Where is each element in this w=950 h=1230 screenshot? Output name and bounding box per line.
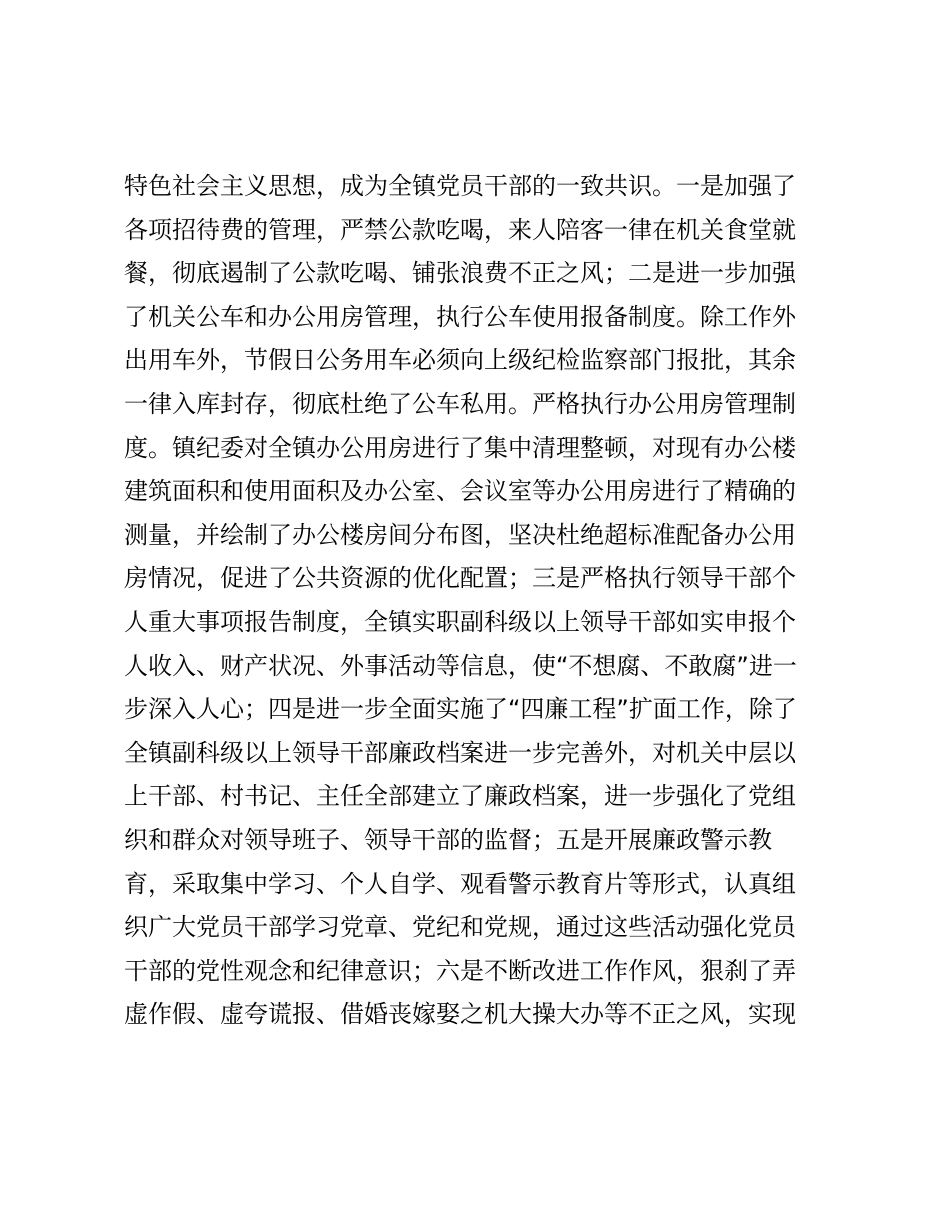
body-paragraph (124, 165, 824, 1037)
text-line-14: 全镇副科级以上领导干部廉政档案进一步完善外，对机关中层以 (124, 738, 796, 767)
text-line-6: 一律入库封存，彻底杜绝了公车私用。严格执行办公用房管理制 (124, 389, 796, 418)
text-line-12: 人收入、财产状况、外事活动等信息，使“不想腐、不敢腐”进一 (124, 651, 797, 680)
text-line-11: 人重大事项报告制度，全镇实职副科级以上领导干部如实申报个 (124, 607, 796, 636)
text-line-17: 育，采取集中学习、个人自学、观看警示教育片等形式，认真组 (124, 869, 796, 898)
text-line-5: 出用车外，节假日公务用车必须向上级纪检监察部门报批，其余 (124, 346, 796, 375)
text-line-19: 干部的党性观念和纪律意识；六是不断改进工作作风，狠刹了弄 (124, 956, 796, 985)
text-line-10: 房情况，促进了公共资源的优化配置；三是严格执行领导干部个 (124, 564, 796, 593)
text-line-9: 测量，并绘制了办公楼房间分布图，坚决杜绝超标准配备办公用 (124, 520, 796, 549)
text-line-4: 了机关公车和办公用房管理，执行公车使用报备制度。除工作外 (124, 302, 796, 331)
text-line-20: 虚作假、虚夸谎报、借婚丧嫁娶之机大操大办等不正之风，实现 (124, 1000, 796, 1029)
text-line-16: 织和群众对领导班子、领导干部的监督；五是开展廉政警示教 (124, 825, 772, 854)
text-line-7: 度。镇纪委对全镇办公用房进行了集中清理整顿，对现有办公楼 (124, 433, 796, 462)
text-line-18: 织广大党员干部学习党章、党纪和党规，通过这些活动强化党员 (124, 913, 796, 942)
text-line-3: 餐，彻底遏制了公款吃喝、铺张浪费不正之风；二是进一步加强 (124, 259, 796, 288)
text-line-13: 步深入人心；四是进一步全面实施了“四廉工程”扩面工作，除了 (124, 695, 797, 724)
text-line-2: 各项招待费的管理，严禁公款吃喝，来人陪客一律在机关食堂就 (124, 215, 796, 244)
text-line-1: 特色社会主义思想，成为全镇党员干部的一致共识。一是加强了 (124, 172, 796, 200)
text-line-15: 上干部、村书记、主任全部建立了廉政档案，进一步强化了党组 (124, 782, 796, 811)
text-line-8: 建筑面积和使用面积及办公室、会议室等办公用房进行了精确的 (124, 477, 796, 506)
